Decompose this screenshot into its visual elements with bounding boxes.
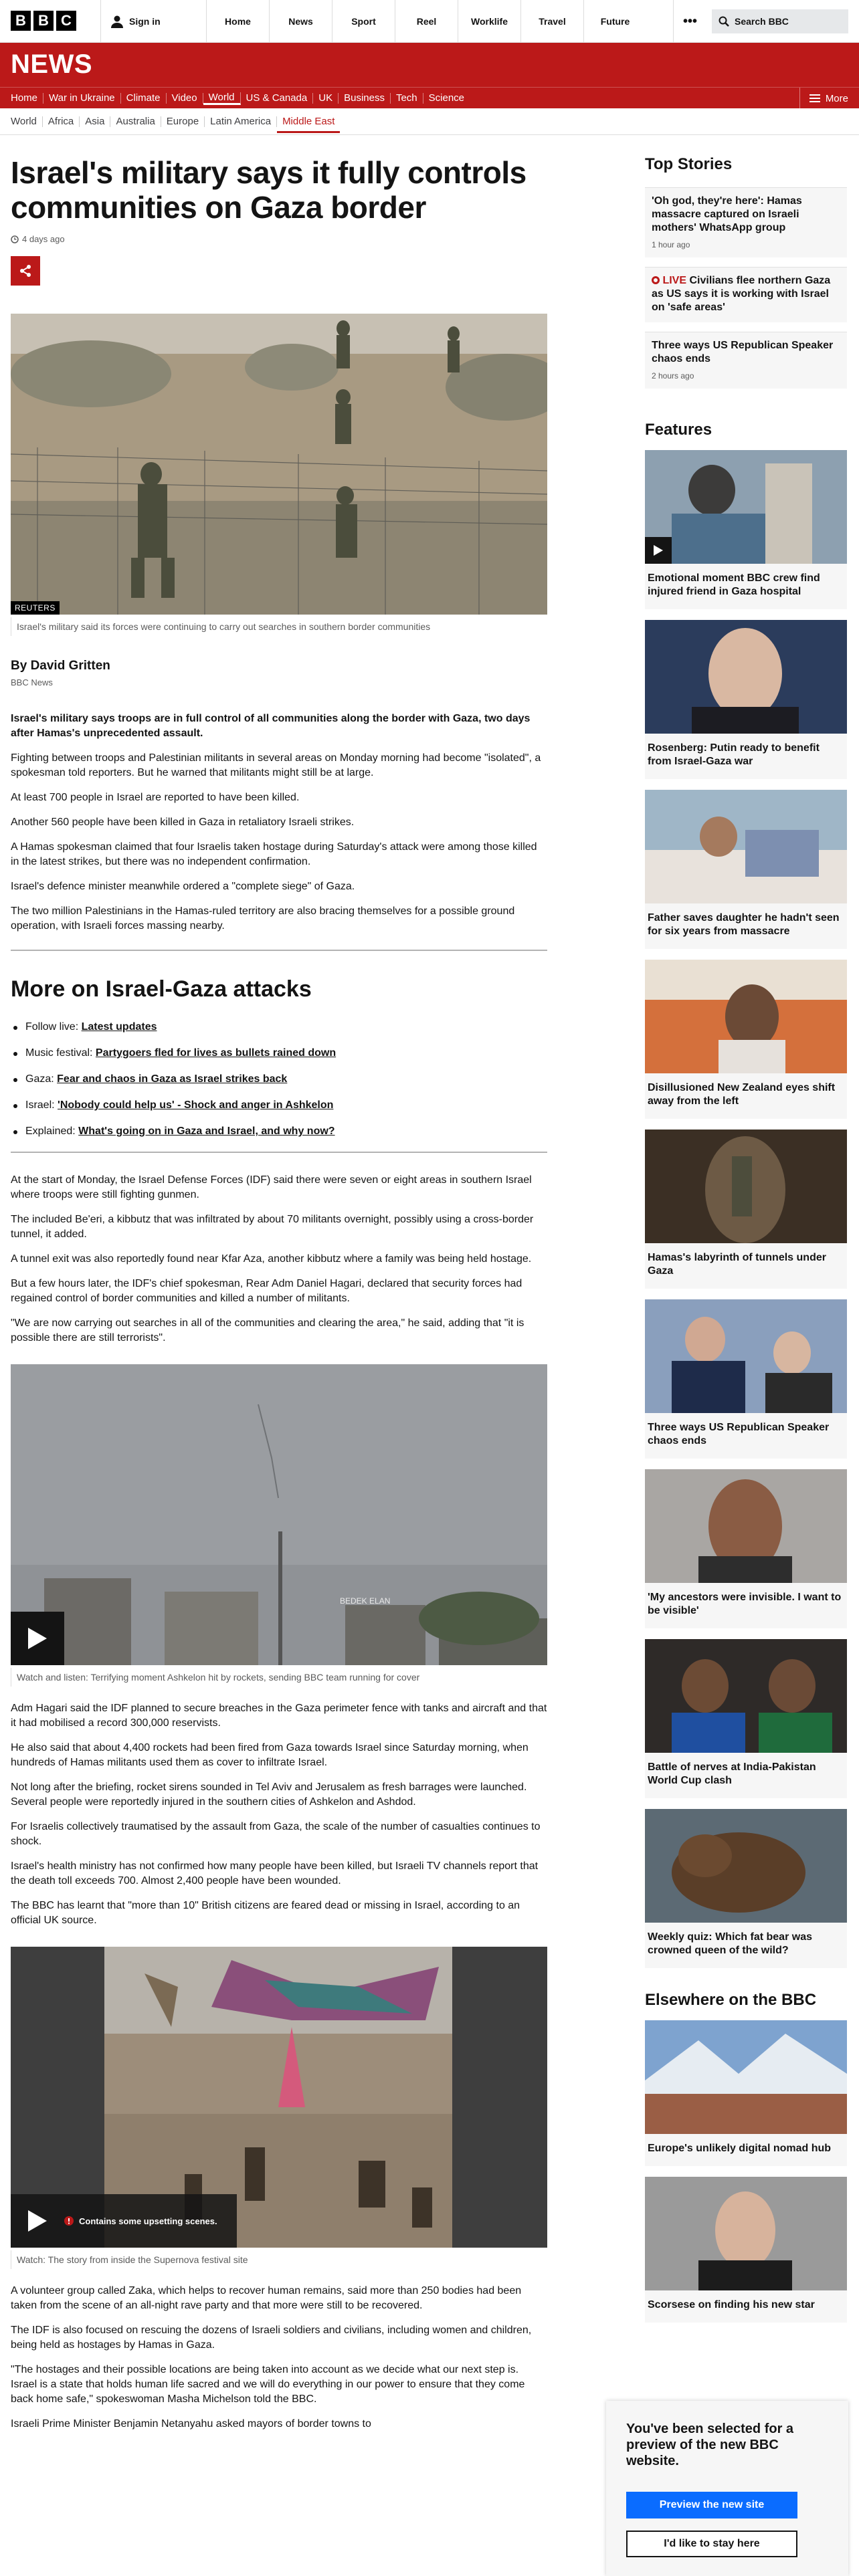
world-nav-africa[interactable]: Africa xyxy=(43,116,80,127)
global-nav-news[interactable]: News xyxy=(269,0,332,43)
video-player[interactable] xyxy=(11,1364,547,1665)
feature-card[interactable] xyxy=(645,1469,847,1628)
global-nav-worklife[interactable]: Worklife xyxy=(458,0,520,43)
feature-card[interactable] xyxy=(645,1809,847,1968)
paragraph: The IDF is also focused on rescuing the dozens of Israeli soldiers and civilians, including women and children, being held as hostages by Hamas in Gaza. xyxy=(11,2325,532,2351)
features-title: Features xyxy=(645,421,712,439)
elsewhere-card[interactable] xyxy=(645,2020,847,2166)
news-nav-tech[interactable]: Tech xyxy=(391,93,423,104)
world-nav-europe[interactable]: Europe xyxy=(161,116,205,127)
user-icon xyxy=(110,15,124,28)
paragraph: Israeli Prime Minister Benjamin Netanyahu asked mayors of border towns to xyxy=(11,2418,371,2430)
more-links-list xyxy=(11,1021,547,1138)
video-caption: Watch and listen: Terrifying moment Ashkelon hit by rockets, sending BBC team running for cover xyxy=(11,1668,547,1687)
link-prefix: Follow live: xyxy=(25,1021,82,1033)
world-nav-middle-east[interactable]: Middle East xyxy=(277,116,340,133)
news-nav-science[interactable]: Science xyxy=(428,92,465,104)
elsewhere-image xyxy=(645,2177,847,2290)
top-story-title: Three ways US Republican Speaker chaos ends xyxy=(652,340,834,364)
world-nav-latin-america[interactable]: Latin America xyxy=(205,116,277,127)
play-button[interactable] xyxy=(11,2194,64,2248)
world-nav-australia[interactable]: Australia xyxy=(110,116,161,127)
preview-new-site-button[interactable]: Preview the new site xyxy=(626,2492,797,2518)
hamburger-icon xyxy=(809,94,820,102)
more-link-item xyxy=(11,1099,547,1111)
article-headline: Israel's military says it fully controls communities on Gaza border xyxy=(11,155,527,225)
warning-icon xyxy=(64,2216,74,2226)
paragraph: He also said that about 4,400 rockets had been fired from Gaza towards Israel since Saturday morning, when hundreds of Hamas militants used them as cover to infiltrate Israel. xyxy=(11,1742,529,1768)
global-nav-future[interactable]: Future xyxy=(583,0,646,43)
link-prefix: Gaza: xyxy=(25,1073,58,1085)
timestamp-text: 4 days ago xyxy=(22,234,65,244)
feature-title: Rosenberg: Putin ready to benefit from Israel-Gaza war xyxy=(648,742,820,767)
more-link[interactable]: 'Nobody could help us' - Shock and anger in Ashkelon xyxy=(58,1099,334,1111)
section-divider xyxy=(11,950,547,951)
bbc-logo[interactable] xyxy=(11,11,76,31)
news-nav-us-canada[interactable]: US & Canada xyxy=(241,93,314,104)
feature-title: Emotional moment BBC crew find injured friend in Gaza hospital xyxy=(648,572,820,597)
feature-image xyxy=(645,1130,847,1243)
play-icon xyxy=(654,545,663,556)
top-story-time: 1 hour ago xyxy=(652,240,690,249)
elsewhere-title-text: Europe's unlikely digital nomad hub xyxy=(648,2143,832,2154)
paragraph: Israel's defence minister meanwhile ordered a "complete siege" of Gaza. xyxy=(11,881,355,892)
share-icon xyxy=(19,264,32,278)
feature-image xyxy=(645,960,847,1073)
top-stories-title: Top Stories xyxy=(645,155,733,173)
news-nav xyxy=(0,87,859,108)
play-button[interactable] xyxy=(11,1612,64,1665)
global-nav-home[interactable]: Home xyxy=(206,0,269,43)
more-link-item xyxy=(11,1047,547,1059)
feature-title: Disillusioned New Zealand eyes shift away from the left xyxy=(648,1082,836,1107)
paragraph: The BBC has learnt that "more than 10" British citizens are feared dead or missing in Israel, according to an official UK source. xyxy=(11,1900,520,1926)
news-nav-world[interactable]: World xyxy=(203,92,241,105)
building-sign-text: BEDEK ELAN xyxy=(340,1596,391,1606)
top-story-item[interactable] xyxy=(645,187,847,257)
global-nav-travel[interactable]: Travel xyxy=(520,0,583,43)
link-prefix: Explained: xyxy=(25,1125,79,1137)
link-prefix: Music festival: xyxy=(25,1047,96,1059)
paragraph: A Hamas spokesman claimed that four Israelis taken hostage during Saturday's attack were among those killed in the latest strikes, but there was no independent confirmation. xyxy=(11,841,537,867)
feature-card[interactable] xyxy=(645,1639,847,1798)
play-icon xyxy=(28,1628,47,1649)
paragraph: Israel's health ministry has not confirmed how many people have been killed, but Israeli TV channels report that the death toll exceeds 700. Almost 2,400 people have been wounded. xyxy=(11,1860,539,1887)
global-nav-reel[interactable]: Reel xyxy=(395,0,458,43)
feature-title: Hamas's labyrinth of tunnels under Gaza xyxy=(648,1252,826,1277)
more-link[interactable]: Latest updates xyxy=(81,1021,157,1033)
elsewhere-title-text: Scorsese on finding his new star xyxy=(648,2299,815,2311)
live-icon xyxy=(652,276,660,284)
world-subnav xyxy=(0,108,859,135)
more-link-item xyxy=(11,1073,547,1085)
sign-in-link[interactable] xyxy=(100,0,194,43)
news-nav-uk[interactable]: UK xyxy=(313,93,339,104)
paragraph: At the start of Monday, the Israel Defense Forces (IDF) said there were seven or eight areas in southern Israel where troops were still fighting gunmen. xyxy=(11,1174,532,1200)
feature-image xyxy=(645,790,847,903)
global-nav xyxy=(206,0,646,43)
top-story-item[interactable] xyxy=(645,267,847,322)
article-timestamp xyxy=(11,234,547,244)
news-banner xyxy=(0,43,859,87)
more-link-item xyxy=(11,1021,547,1033)
top-story-item[interactable] xyxy=(645,332,847,389)
elsewhere-image xyxy=(645,2020,847,2134)
world-nav-asia[interactable]: Asia xyxy=(80,116,110,127)
paragraph: But a few hours later, the IDF's chief spokesman, Rear Adm Daniel Hagari, declared that security forces had regained control of border communities and killed a number of militants. xyxy=(11,1278,522,1304)
paragraph: Not long after the briefing, rocket sirens sounded in Tel Aviv and Jerusalem as fresh barrages were launched. Several people were reportedly injured in the southern cities of Ashkelon and Ashdod. xyxy=(11,1782,527,1808)
feature-title: Battle of nerves at India-Pakistan World Cup clash xyxy=(648,1761,816,1786)
more-link[interactable]: Fear and chaos in Gaza as Israel strikes back xyxy=(57,1073,288,1085)
paragraph: The two million Palestinians in the Hamas-ruled territory are also bracing themselves for a possible ground operation, with Israeli forces massing nearby. xyxy=(11,905,515,932)
top-story-text: Civilians flee northern Gaza as US says it is working with Israel on 'safe areas' xyxy=(652,275,831,313)
paragraph: A tunnel exit was also reportedly found near Kfar Aza, another kibbutz where a family was being held hostage. xyxy=(11,1253,532,1265)
ashkelon-rockets-still xyxy=(11,1364,547,1665)
global-nav-sport[interactable]: Sport xyxy=(332,0,395,43)
share-button[interactable] xyxy=(11,256,40,286)
lead-image-caption: Israel's military said its forces were continuing to carry out searches in southern border communities xyxy=(11,617,547,636)
feature-card[interactable] xyxy=(645,1130,847,1289)
byline xyxy=(11,659,547,687)
lead-image xyxy=(11,314,547,615)
video-overlay xyxy=(11,2194,237,2248)
feature-image xyxy=(645,1639,847,1753)
more-link[interactable]: Partygoers fled for lives as bullets rained down xyxy=(95,1047,337,1059)
top-story-title xyxy=(652,274,840,314)
paragraph: Another 560 people have been killed in Gaza in retaliatory Israeli strikes. xyxy=(11,817,355,828)
search-icon xyxy=(719,16,729,27)
global-header xyxy=(0,0,859,43)
feature-card[interactable] xyxy=(645,1299,847,1459)
more-label: More xyxy=(825,92,848,104)
paragraph: For Israelis collectively traumatised by the assault from Gaza, the scale of the number of casualties continues to shock. xyxy=(11,1821,541,1847)
news-nav-war-in-ukraine[interactable]: War in Ukraine xyxy=(43,93,121,104)
paragraph: "We are now carrying out searches in all of the communities and clearing the area," he said, adding that "it is possible there are still terrorists". xyxy=(11,1317,524,1344)
feature-card[interactable] xyxy=(645,450,847,609)
paragraph: A volunteer group called Zaka, which helps to recover human remains, said more than 250 bodies had been taken from the scene of an all-night rave party and that more were still to be recovered. xyxy=(11,2285,522,2311)
feature-title: Three ways US Republican Speaker chaos ends xyxy=(648,1422,830,1446)
author-org: BBC News xyxy=(11,677,53,687)
top-story-title: 'Oh god, they're here': Hamas massacre captured on Israeli mothers' WhatsApp group xyxy=(652,195,802,233)
feature-image xyxy=(645,1469,847,1583)
elsewhere-title: Elsewhere on the BBC xyxy=(645,1991,817,2009)
live-badge: LIVE xyxy=(662,275,687,286)
news-title[interactable]: NEWS xyxy=(11,49,92,79)
paragraph: "The hostages and their possible locations are being taken into account as we decide what our next step is. Israel is a state that holds human life sacred and we will do everything in our power to ensure that they come back home safe," spokeswoman Masha Michelson told the BBC. xyxy=(11,2364,525,2405)
paragraph: Fighting between troops and Palestinian militants in several areas on Monday morning had become "isolated", a spokesman told reporters. But he warned that militants might still be at large. xyxy=(11,752,541,778)
lead-paragraph: Israel's military says troops are in full control of all communities along the border with Gaza, two days after Hamas's unprecedented assault. xyxy=(11,713,531,739)
feature-image xyxy=(645,620,847,734)
logo-letter: C xyxy=(56,11,76,31)
top-story-time: 2 hours ago xyxy=(652,371,694,381)
section-divider xyxy=(11,1152,547,1153)
article xyxy=(11,155,547,2432)
elsewhere-card[interactable] xyxy=(645,2177,847,2323)
feature-image xyxy=(645,1809,847,1923)
feature-image xyxy=(645,450,847,564)
feature-card[interactable] xyxy=(645,960,847,1119)
logo-letter: B xyxy=(33,11,54,31)
soldiers-border-photo xyxy=(11,314,547,615)
news-nav-business[interactable]: Business xyxy=(339,93,391,104)
sign-in-label: Sign in xyxy=(129,16,161,27)
news-nav-more[interactable] xyxy=(799,88,848,109)
image-credit: REUTERS xyxy=(11,601,60,615)
feature-title: Father saves daughter he hadn't seen for six years from massacre xyxy=(648,912,840,937)
video-player[interactable] xyxy=(11,1947,547,2248)
feature-title: 'My ancestors were invisible. I want to be visible' xyxy=(648,1592,842,1616)
more-link[interactable]: What's going on in Gaza and Israel, and why now? xyxy=(78,1125,335,1137)
logo-letter: B xyxy=(11,11,31,31)
search-box[interactable] xyxy=(712,9,848,33)
author-name: By David Gritten xyxy=(11,659,110,673)
more-link-item xyxy=(11,1125,547,1138)
feature-card[interactable] xyxy=(645,790,847,949)
news-nav-home[interactable]: Home xyxy=(5,93,43,104)
link-prefix: Israel: xyxy=(25,1099,58,1111)
play-button[interactable] xyxy=(645,537,672,564)
preview-dialog xyxy=(606,2401,848,2576)
stay-here-button[interactable]: I'd like to stay here xyxy=(626,2531,797,2557)
more-menu-icon[interactable]: ••• xyxy=(673,0,706,43)
paragraph: The included Be'eri, a kibbutz that was infiltrated by about 70 militants overnight, possibly using a cross-border tunnel, it added. xyxy=(11,1214,534,1240)
search-label: Search BBC xyxy=(735,16,789,27)
paragraph: Adm Hagari said the IDF planned to secure breaches in the Gaza perimeter fence with tanks and aircraft and that it had mobilised a record 300,000 reservists. xyxy=(11,1703,547,1729)
video-caption: Watch: The story from inside the Supernova festival site xyxy=(11,2250,547,2269)
more-section-title: More on Israel-Gaza attacks xyxy=(11,976,312,1002)
feature-title: Weekly quiz: Which fat bear was crowned queen of the wild? xyxy=(648,1931,812,1956)
preview-title: You've been selected for a preview of the new BBC website. xyxy=(626,2422,794,2468)
sidebar xyxy=(645,155,847,2323)
feature-image xyxy=(645,1299,847,1413)
warning-text: Contains some upsetting scenes. xyxy=(79,2216,217,2226)
feature-card[interactable] xyxy=(645,620,847,779)
play-icon xyxy=(28,2210,47,2232)
news-nav-climate[interactable]: Climate xyxy=(121,93,167,104)
paragraph: At least 700 people in Israel are reported to have been killed. xyxy=(11,792,300,803)
clock-icon xyxy=(11,235,19,243)
news-nav-video[interactable]: Video xyxy=(167,93,203,104)
world-nav-world[interactable]: World xyxy=(5,116,43,127)
